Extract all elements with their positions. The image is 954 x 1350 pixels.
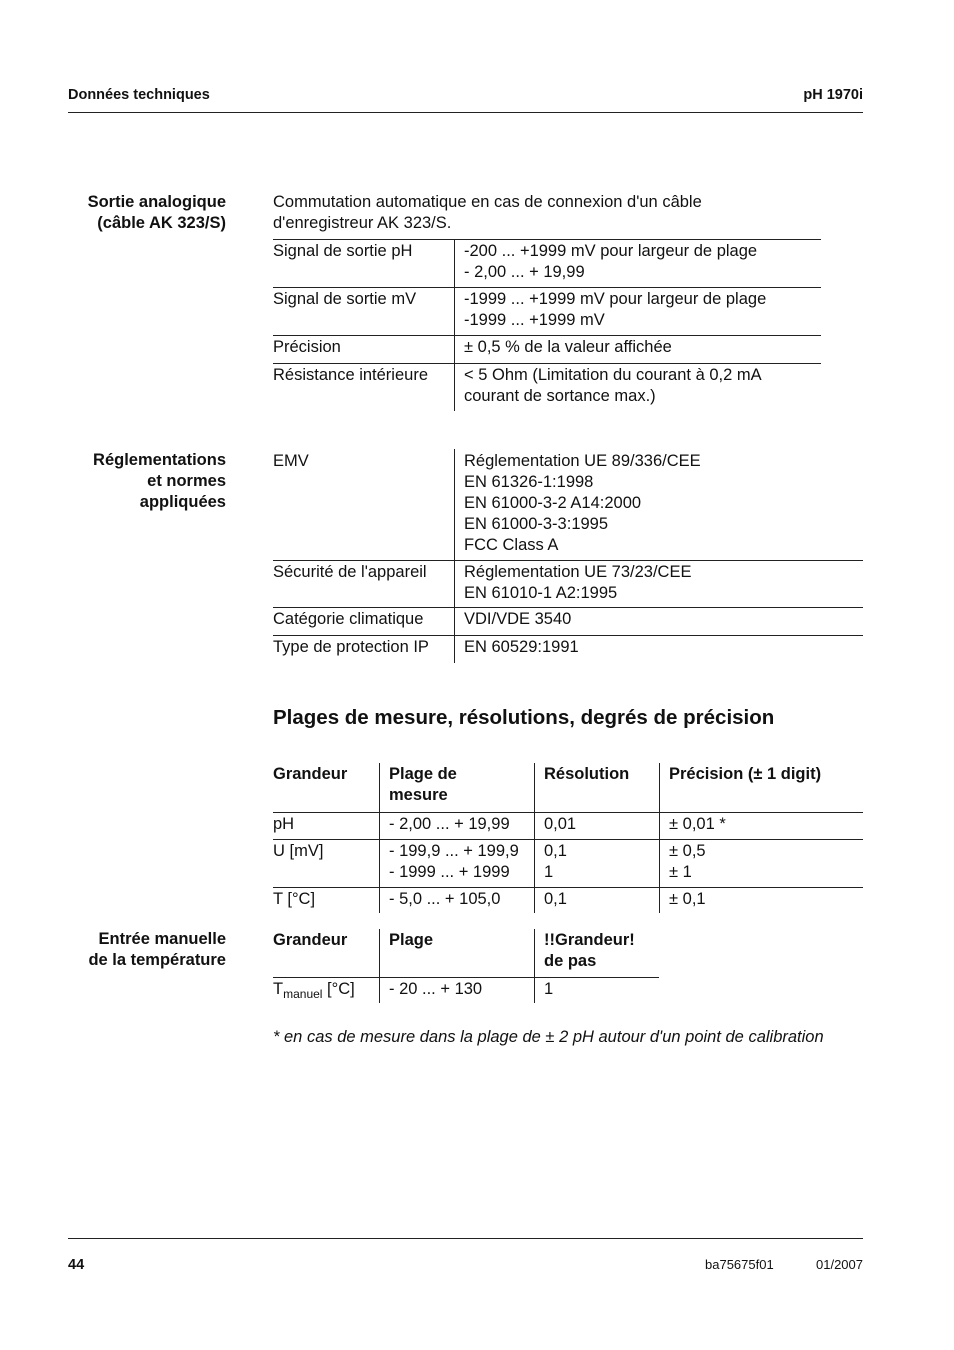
cell: 1 (534, 978, 659, 1003)
unit: [°C] (322, 980, 355, 998)
symbol: T (273, 980, 284, 998)
table-row (273, 560, 863, 607)
row-value: < 5 Ohm (Limitation du courant à 0,2 mA courant de sortance max.) (454, 364, 821, 411)
analog-output-table (273, 239, 821, 411)
row-value: -1999 ... +1999 mV pour largeur de plage -1999 ... +1999 mV (454, 288, 821, 335)
column-header: Grandeur (273, 765, 348, 783)
row-value: Réglementation UE 73/23/CEE EN 61010-1 A2:1995 (454, 561, 863, 607)
table-row (273, 812, 863, 839)
table-header-row (273, 929, 659, 977)
table-row (273, 607, 863, 635)
row-key: Précision (273, 338, 341, 356)
cell: - 5,0 ... + 105,0 (379, 888, 534, 913)
row-key: Résistance intérieure (273, 366, 428, 384)
regulations-table (273, 449, 863, 663)
table-row (273, 287, 821, 335)
row-key: Signal de sortie pH (273, 242, 413, 260)
column-header: Plage de mesure (379, 763, 534, 812)
cell: ± 0,1 (659, 888, 863, 913)
table-row (273, 449, 863, 560)
doc-date: 01/2007 (816, 1257, 863, 1272)
column-header: Grandeur (273, 931, 348, 949)
section-heading: Plages de mesure, résolutions, degrés de précision (273, 706, 775, 729)
column-header: Résolution (534, 763, 659, 812)
cell: U [mV] (273, 842, 324, 860)
section-label-manual-temp: Entrée manuelle de la température (88, 930, 226, 969)
row-key: Catégorie climatique (273, 610, 424, 628)
footnote: * en cas de mesure dans la plage de ± 2 pH autour d'un point de calibration (273, 1028, 824, 1046)
cell: - 20 ... + 130 (379, 978, 534, 1003)
header-rule (68, 112, 863, 113)
manual-temp-table (273, 929, 659, 1003)
cell-quantity (273, 978, 379, 1003)
analog-intro: Commutation automatique en cas de connexion d'un câble d'enregistreur AK 323/S. (273, 193, 702, 232)
table-row (273, 335, 821, 363)
row-key: Type de protection IP (273, 638, 429, 656)
cell: 0,1 (534, 888, 659, 913)
row-key: Signal de sortie mV (273, 290, 417, 308)
cell: - 2,00 ... + 19,99 (379, 813, 534, 839)
subscript: manuel (283, 987, 323, 1001)
table-row (273, 977, 659, 1003)
table-row (273, 635, 863, 663)
page-number: 44 (68, 1257, 85, 1273)
section-label-analog-output: Sortie analogique (câble AK 323/S) (87, 193, 226, 232)
section-label-regulations: Réglementations et normes appliquées (93, 451, 226, 511)
row-value: ± 0,5 % de la valeur affichée (454, 336, 821, 363)
doc-id: ba75675f01 (705, 1257, 774, 1272)
ranges-table (273, 763, 863, 913)
row-value: VDI/VDE 3540 (454, 608, 863, 635)
column-header: Précision (± 1 digit) (659, 763, 863, 812)
cell: ± 0,01 * (659, 813, 863, 839)
row-key: Sécurité de l'appareil (273, 563, 427, 581)
table-row (273, 887, 863, 913)
cell: 0,1 1 (534, 840, 659, 887)
header-section-title: Données techniques (68, 87, 210, 103)
table-row (273, 363, 821, 411)
column-header: Plage (379, 929, 534, 977)
column-header: !!Grandeur! de pas (534, 929, 659, 977)
row-key: EMV (273, 452, 309, 470)
table-header-row (273, 763, 863, 812)
footer-rule (68, 1238, 863, 1239)
cell: ± 0,5 ± 1 (659, 840, 863, 887)
row-value: -200 ... +1999 mV pour largeur de plage - 2,00 ... + 19,99 (454, 240, 821, 287)
table-row (273, 239, 821, 287)
row-value: Réglementation UE 89/336/CEE EN 61326-1:1998 EN 61000-3-2 A14:2000 EN 61000-3-3:1995 FCC Class A (454, 449, 863, 560)
row-value: EN 60529:1991 (454, 636, 863, 663)
cell: pH (273, 815, 295, 833)
cell: 0,01 (534, 813, 659, 839)
header-product: pH 1970i (803, 87, 863, 103)
cell: T [°C] (273, 890, 316, 908)
cell: - 199,9 ... + 199,9 - 1999 ... + 1999 (379, 840, 534, 887)
table-row (273, 839, 863, 887)
